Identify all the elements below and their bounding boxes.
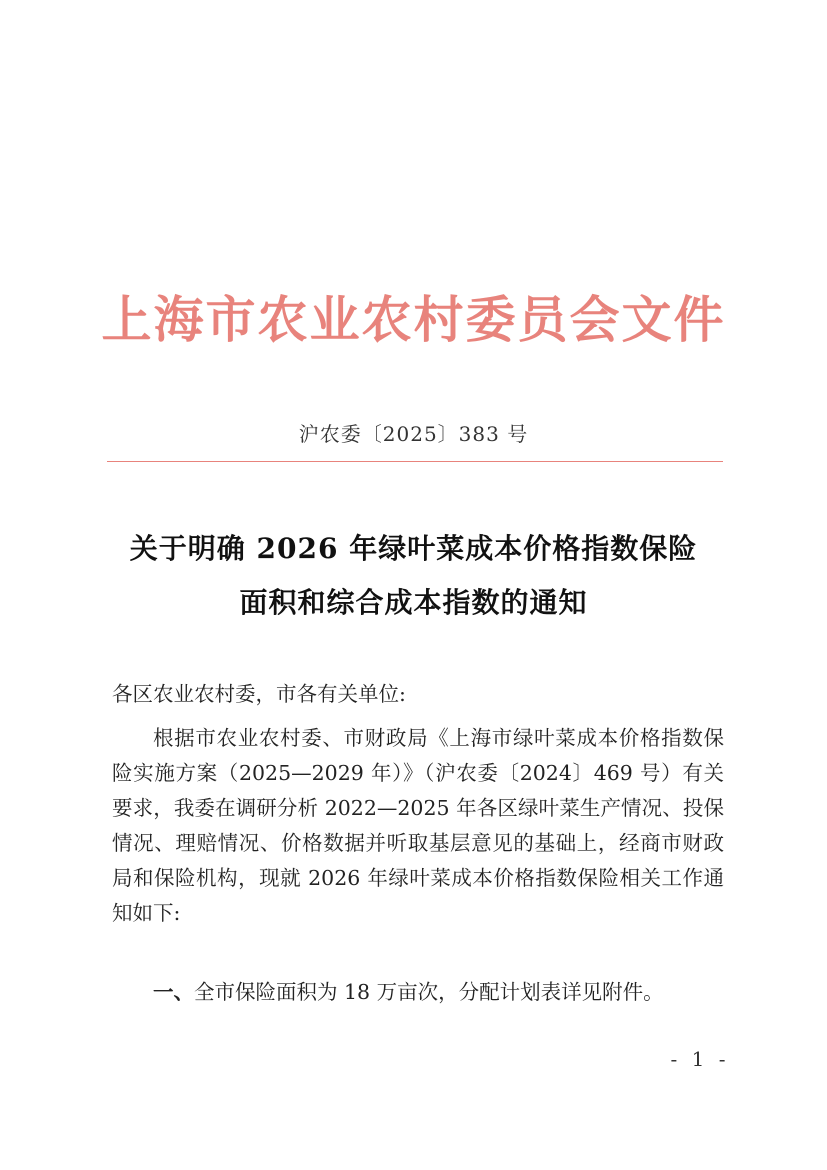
salutation: 各区农业农村委，市各有关单位:: [112, 682, 406, 706]
header-divider: [107, 461, 723, 462]
item-text: 全市保险面积为 18 万亩次，分配计划表详见附件。: [194, 980, 664, 1004]
list-item: [112, 975, 724, 1010]
document-number: 沪农委〔2025〕383 号: [298, 422, 529, 446]
page-number: - 1 -: [670, 1047, 730, 1071]
issuer-title: 上海市农业农村委员会文件: [101, 290, 726, 349]
item-number: 一、: [153, 980, 194, 1004]
notice-title-line-2: 面积和综合成本指数的通知: [239, 586, 588, 619]
notice-title-line-1: 关于明确 2026 年绿叶菜成本价格指数保险: [129, 532, 698, 565]
body-paragraph: 根据市农业农村委、市财政局《上海市绿叶菜成本价格指数保险实施方案（2025—2029 年）》（沪农委〔2024〕469 号）有关要求，我委在调研分析 2022—2025 年各区绿叶菜生产情况、投保情况、理赔情况、价格数据并听取基层意见的基础上，经商市财政局和保险机构，现就 2026 年绿叶菜成本价格指数保险相关工作通知如下:: [112, 726, 724, 925]
